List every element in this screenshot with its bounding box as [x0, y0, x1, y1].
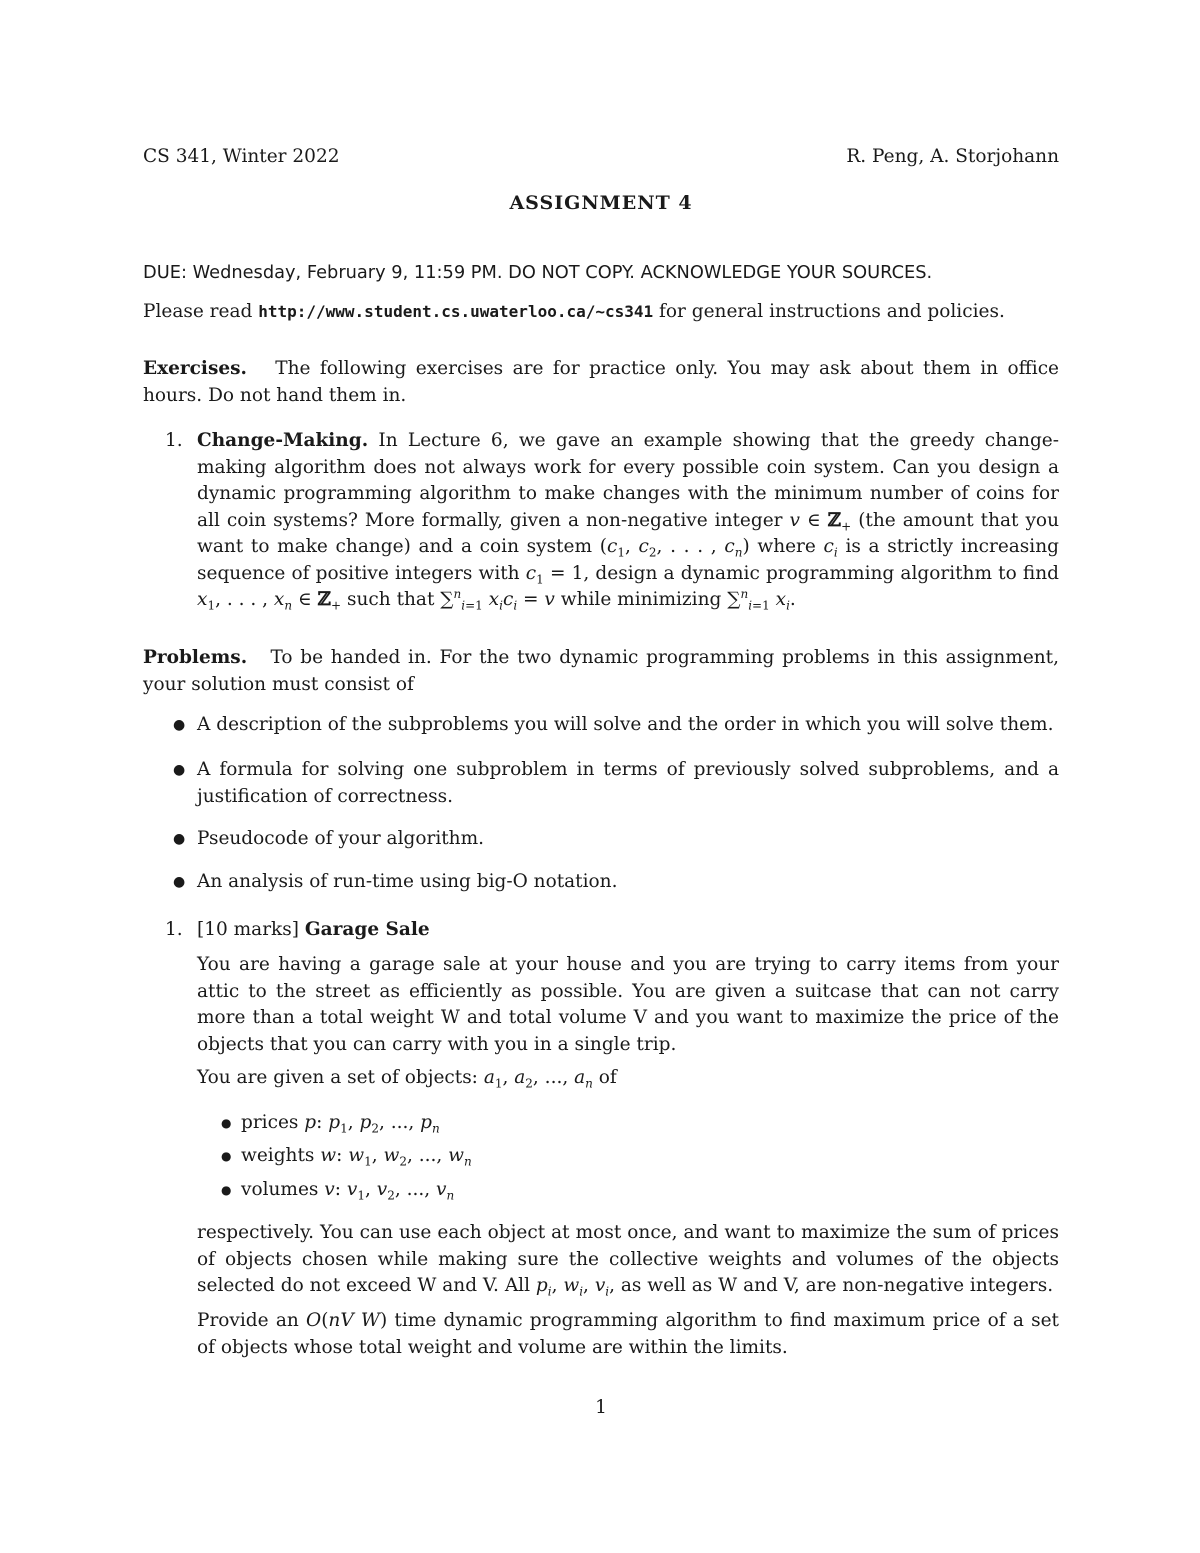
course-url-link[interactable]: http://www.student.cs.uwaterloo.ca/~cs341 [258, 302, 654, 321]
exercise-number: 1. [165, 430, 183, 451]
problem-paragraph-3: respectively. You can use each object at most once, and want to maximize the sum of prices of objects chosen while making sure the collective weights and volumes of the objects selected do not exceed W and V. All $p_i$, $w_i$, $v_i$, as well as W and V, are non-negative integers. [197, 1222, 1059, 1299]
instructions-line [143, 299, 1059, 326]
attribute-label: volumes [241, 1179, 319, 1200]
problems-intro-text: To be handed in. For the two dynamic programming problems in this assignment, your solution must consist of [143, 647, 1059, 695]
due-line: DUE: Wednesday, February 9, 11:59 PM. DO NOT COPY. ACKNOWLEDGE YOUR SOURCES. [143, 262, 933, 283]
constraints-end: as well as W and V, are non-negative integers. [620, 1275, 1054, 1296]
exercise-text-5: , design a dynamic programming algorithm to find [583, 562, 1059, 584]
attribute-item: ● weights w: $w_1$, $w_2$, ..., $w_n$ [221, 1145, 472, 1169]
requirement-text: Pseudocode of your algorithm. [197, 828, 485, 849]
exercise-text-7: while minimizing [560, 589, 722, 610]
problem-paragraph-4: Provide an O(nV W) time dynamic programming algorithm to find maximum price of a set of objects whose total weight and volume are within the limits. [197, 1310, 1059, 1358]
attribute-label: prices [241, 1112, 299, 1133]
bullet-icon: ● [173, 831, 186, 847]
problems-intro [143, 645, 1059, 698]
objects-suffix: of [598, 1067, 617, 1088]
math-v-in-z: v [789, 509, 800, 531]
requirement-text: A description of the subproblems you will solve and the order in which you will solve them. [197, 714, 1054, 735]
instructions-suffix: for general instructions and policies. [653, 301, 1005, 322]
instructions-prefix: Please read [143, 301, 259, 322]
course-header: CS 341, Winter 2022 [143, 146, 340, 167]
exercise-text-6: such that [347, 589, 435, 610]
attribute-item: ● prices p: $p_1$, $p_2$, ..., $p_n$ [221, 1112, 440, 1136]
problem-number: 1. [165, 919, 183, 940]
requirement-item [143, 869, 1059, 899]
bullet-icon: ● [221, 1116, 232, 1130]
exercise-body: Change-Making. In Lecture 6, we gave an example showing that the greedy change-making algorithm does not always work for every possible coin system. Can you design a dynamic programming algorithm to make changes with the minimum number of coins for all coin systems? More formally, given a non-negative integer v ∈ ℤ$_+$ (the amount that you want to make change) and a coin system ($c_1$, $c_2$, . . . , $c_n$) where $c_i$ is a strictly increasing sequence of positive integers with $c_1 = 1$, design a dynamic programming algorithm to find $x_1$, . . . , $x_n$ ∈ ℤ$_+$ such that ∑$^n_{i=1}$ $x_ic_i = v$ while minimizing ∑$^n_{i=1}$ $x_i$. [197, 430, 1059, 613]
exercise-text-2: (the amount that you want to make change) and a coin system [197, 509, 1059, 557]
attribute-symbol: w [320, 1145, 337, 1166]
bullet-icon: ● [221, 1183, 232, 1197]
problems-heading: Problems. [143, 647, 248, 668]
requirement-item [143, 826, 1059, 856]
exercises-heading: Exercises. [143, 358, 247, 379]
requirement-item [143, 712, 1059, 742]
exercise-text-4: is a strictly increasing sequence of positive integers with [197, 536, 1059, 584]
objects-prefix: You are given a set of objects: [197, 1067, 478, 1088]
attribute-symbol: p [304, 1112, 317, 1133]
bullet-icon: ● [221, 1149, 232, 1163]
bullet-icon: ● [173, 874, 186, 890]
problem-paragraph-1: You are having a garage sale at your house and you are trying to carry items from your attic to the street as efficiently as possible. You are given a suitcase that can not carry more than a total weight W and total volume V and you want to maximize the price of the objects that you can carry with you in a single trip. [197, 954, 1059, 1055]
attribute-item: ● volumes v: $v_1$, $v_2$, ..., $v_n$ [221, 1179, 455, 1203]
problem-title: Garage Sale [304, 919, 430, 940]
authors-header: R. Peng, A. Storjohann [846, 146, 1059, 167]
exercise-text-3: where [757, 536, 816, 557]
problem-marks: [10 marks] [197, 919, 299, 940]
runtime-suffix: time dynamic programming algorithm to find maximum price of a set of objects whose total weight and volume are within the limits. [197, 1310, 1059, 1358]
exercise-title: Change-Making. [197, 430, 369, 451]
requirement-text: An analysis of run-time using big-O notation. [197, 871, 618, 892]
page-number: 1 [595, 1397, 607, 1418]
attribute-symbol: v [324, 1179, 335, 1200]
requirement-item [143, 757, 1059, 813]
constraints-text: respectively. You can use each object at most once, and want to maximize the sum of prices of objects chosen while making sure the collective weights and volumes of the objects selected do not exceed W and V. All [197, 1222, 1059, 1296]
assignment-title: ASSIGNMENT 4 [509, 192, 693, 214]
exercise-text-1: In Lecture 6, we gave an example showing that the greedy change-making algorithm does not always work for every possible coin system. Can you design a dynamic programming algorithm to make changes with the minimum number of coins for all coin systems? More formally, given a non-negative integer [197, 430, 1059, 531]
exercises-intro-text: The following exercises are for practice only. You may ask about them in office hours. Do not hand them in. [143, 358, 1059, 406]
requirement-text: A formula for solving one subproblem in terms of previously solved subproblems, and a justification of correctness. [197, 759, 1059, 807]
exercises-intro [143, 356, 1059, 409]
attribute-label: weights [241, 1145, 315, 1166]
bullet-icon: ● [173, 762, 186, 778]
bullet-icon: ● [173, 717, 186, 733]
problem-paragraph-2: You are given a set of objects: $a_1$, $a_2$, ..., $a_n$ of [197, 1067, 617, 1091]
runtime-prefix: Provide an [197, 1310, 299, 1331]
